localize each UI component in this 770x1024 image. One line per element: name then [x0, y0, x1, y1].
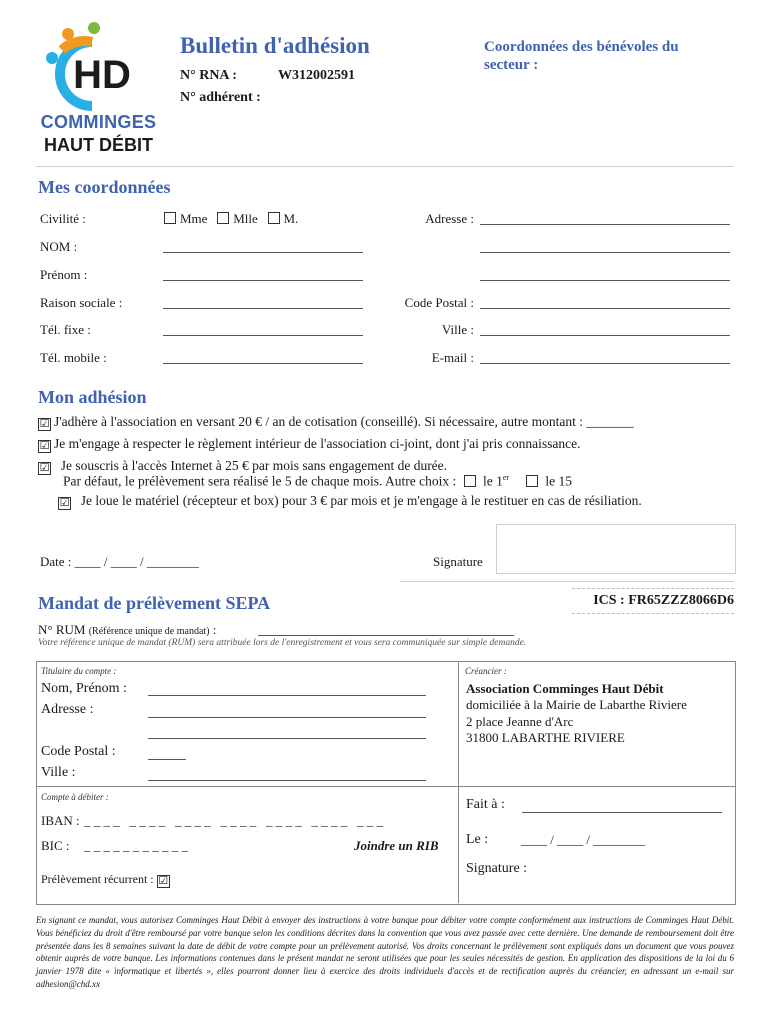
nom-field[interactable]	[163, 252, 363, 253]
adresse-field-1[interactable]	[480, 224, 730, 225]
check-reglement[interactable]: ☑	[39, 439, 50, 452]
bic-field[interactable]: _ _ _ _ _ _ _ _ _ _ _	[84, 838, 188, 853]
adhesion-line-4: ☑ Je loue le matériel (récepteur et box) pour 3 € par mois et je m'engage à le restituer en cas de résiliation.	[59, 493, 642, 509]
raison-field[interactable]	[163, 308, 363, 309]
creancier-label: Créancier :	[465, 666, 507, 676]
logo-line-2: HAUT DÉBIT	[44, 135, 153, 155]
legal-footer: En signant ce mandat, vous autorisez Comminges Haut Débit à envoyer des instructions à votre banque pour débiter votre compte conformément aux instructions de Comminges Haut Débit. Vous bénéficiez du droit d'être remboursé par votre banque selon les conditions décrites dans la convention que vous avez passée avec cette dernière. Une demande de remboursement doit être présentée dans les 8 semaines suivant la date de débit de votre compte pour un prélèvement autorisé. Vos droits concernant le prélèvement sont expliqués dans un document que vous pouvez obtenir auprès de votre banque. Les informations contenues dans le présent mandat ne seront utilisées que pour les seules nécessités de gestion. En application des dispositions de la loi du 6 janvier 1978 dite « informatique et libertés », elles pourront donner lieu à exercice des droits individuels d'accès et de rectification auprès du créancier, en adressant un e-mail sur adhesion@chd.xx	[36, 915, 734, 989]
adherent-label: N° adhérent :	[180, 90, 261, 105]
hd-logo-icon	[44, 20, 154, 112]
fait-a-field[interactable]	[522, 812, 722, 813]
tel-fixe-field[interactable]	[163, 335, 363, 336]
titulaire-adresse-label: Adresse :	[41, 702, 94, 717]
adresse-field-3[interactable]	[480, 280, 730, 281]
ville-label: Ville :	[441, 322, 474, 337]
divider	[458, 786, 735, 787]
section-sepa: Mandat de prélèvement SEPA	[38, 593, 271, 613]
tel-fixe-label: Tél. fixe :	[40, 322, 91, 337]
option-mme: Mme	[180, 211, 208, 226]
iban-field[interactable]: _ _ _ _ _ _ _ _ _ _ _ _ _ _ _ _ _ _ _ _ _ _ _ _ _ _ _	[84, 813, 383, 828]
logo-line-1: COMMINGES	[40, 112, 157, 132]
creancier-line-2: 2 place Jeanne d'Arc	[466, 714, 574, 729]
le-label: Le :	[466, 832, 489, 847]
check-recurrent[interactable]: ☑	[158, 874, 169, 887]
recurrent-label: Prélèvement récurrent : ☑	[41, 872, 169, 887]
check-materiel[interactable]: ☑	[59, 496, 70, 509]
section-coordonnees: Mes coordonnées	[38, 177, 171, 197]
le-date-field[interactable]: ____ / ____ / ________	[521, 832, 646, 847]
check-internet[interactable]: ☑	[39, 461, 50, 474]
tel-mobile-field[interactable]	[163, 363, 363, 364]
creancier-line-3: 31800 LABARTHE RIVIERE	[466, 730, 625, 745]
creancier-line-1: domiciliée à la Mairie de Labarthe Riviere	[466, 697, 687, 712]
code-postal-label: Code Postal :	[404, 295, 474, 310]
civilite-label: Civilité :	[40, 211, 86, 226]
titulaire-ville-label: Ville :	[41, 765, 76, 780]
email-field[interactable]	[480, 363, 730, 364]
divider	[36, 786, 459, 787]
hd-letters: HD	[73, 53, 131, 97]
checkbox-m[interactable]	[268, 212, 280, 224]
adresse-label: Adresse :	[425, 211, 474, 226]
rna-label: N° RNA :	[180, 68, 237, 83]
adhesion-line-2: ☑ Je m'engage à respecter le règlement intérieur de l'association ci-joint, dont j'ai pris connaissance.	[39, 436, 581, 452]
titulaire-ville-field[interactable]	[148, 780, 426, 781]
civilite-options	[164, 211, 298, 227]
page-title: Bulletin d'adhésion	[180, 33, 370, 58]
checkbox-le-1er[interactable]	[464, 475, 476, 487]
tel-mobile-label: Tél. mobile :	[40, 350, 107, 365]
titulaire-label: Titulaire du compte :	[41, 666, 117, 676]
rum-field[interactable]	[258, 635, 514, 636]
nom-prenom-field[interactable]	[148, 695, 426, 696]
bic-label: BIC :	[41, 838, 70, 853]
nom-label: NOM :	[40, 239, 78, 254]
prenom-label: Prénom :	[40, 267, 88, 282]
ville-field[interactable]	[480, 335, 730, 336]
fait-a-label: Fait à :	[466, 797, 505, 812]
prenom-field[interactable]	[163, 280, 363, 281]
adresse-field-2[interactable]	[480, 252, 730, 253]
adhesion-line-1: ☑ J'adhère à l'association en versant 20 € / an de cotisation (conseillé). Si nécessaire, autre montant : _______	[39, 414, 634, 430]
titulaire-cp-field[interactable]	[148, 759, 186, 760]
option-mlle: Mlle	[233, 211, 258, 226]
rum-note: Votre référence unique de mandat (RUM) sera attribuée lors de l'enregistrement et vous sera communiquée sur simple demande.	[38, 638, 527, 648]
joindre-rib: Joindre un RIB	[354, 838, 439, 853]
titulaire-adresse-field-2[interactable]	[148, 738, 426, 739]
titulaire-cp-label: Code Postal :	[41, 744, 116, 759]
adhesion-signature-label: Signature	[433, 554, 483, 569]
rna-value: W312002591	[278, 68, 355, 83]
adhesion-line-3b: Par défaut, le prélèvement sera réalisé le 5 de chaque mois. Autre choix : le 1er le 15	[63, 473, 572, 489]
checkbox-le-15[interactable]	[526, 475, 538, 487]
adhesion-date[interactable]: Date : ____ / ____ / ________	[40, 554, 199, 569]
rum-label: N° RUM (Référence unique de mandat) :	[38, 622, 217, 637]
adhesion-line-3: ☑ Je souscris à l'accès Internet à 25 € par mois sans engagement de durée.	[39, 458, 448, 474]
code-postal-field[interactable]	[480, 308, 730, 309]
email-label: E-mail :	[431, 350, 474, 365]
divider	[458, 661, 459, 903]
iban-label: IBAN :	[41, 813, 80, 828]
option-m: M.	[283, 211, 299, 226]
section-adhesion: Mon adhésion	[38, 387, 147, 407]
ics-code: ICS : FR65ZZZ8066D6	[572, 588, 734, 614]
nom-prenom-label: Nom, Prénom :	[41, 681, 127, 696]
logo	[36, 20, 161, 155]
check-cotisation[interactable]: ☑	[39, 417, 50, 430]
coord-benevoles: Coordonnées des bénévoles du secteur :	[484, 39, 679, 73]
titulaire-adresse-field-1[interactable]	[148, 717, 426, 718]
divider	[400, 581, 734, 582]
creancier-name: Association Comminges Haut Débit	[466, 681, 664, 696]
divider	[36, 166, 734, 167]
checkbox-mme[interactable]	[164, 212, 176, 224]
sepa-signature-label: Signature :	[466, 861, 528, 876]
compte-label: Compte à débiter :	[41, 792, 109, 802]
raison-label: Raison sociale :	[40, 295, 123, 310]
checkbox-mlle[interactable]	[217, 212, 229, 224]
adhesion-signature-box[interactable]	[496, 524, 736, 574]
